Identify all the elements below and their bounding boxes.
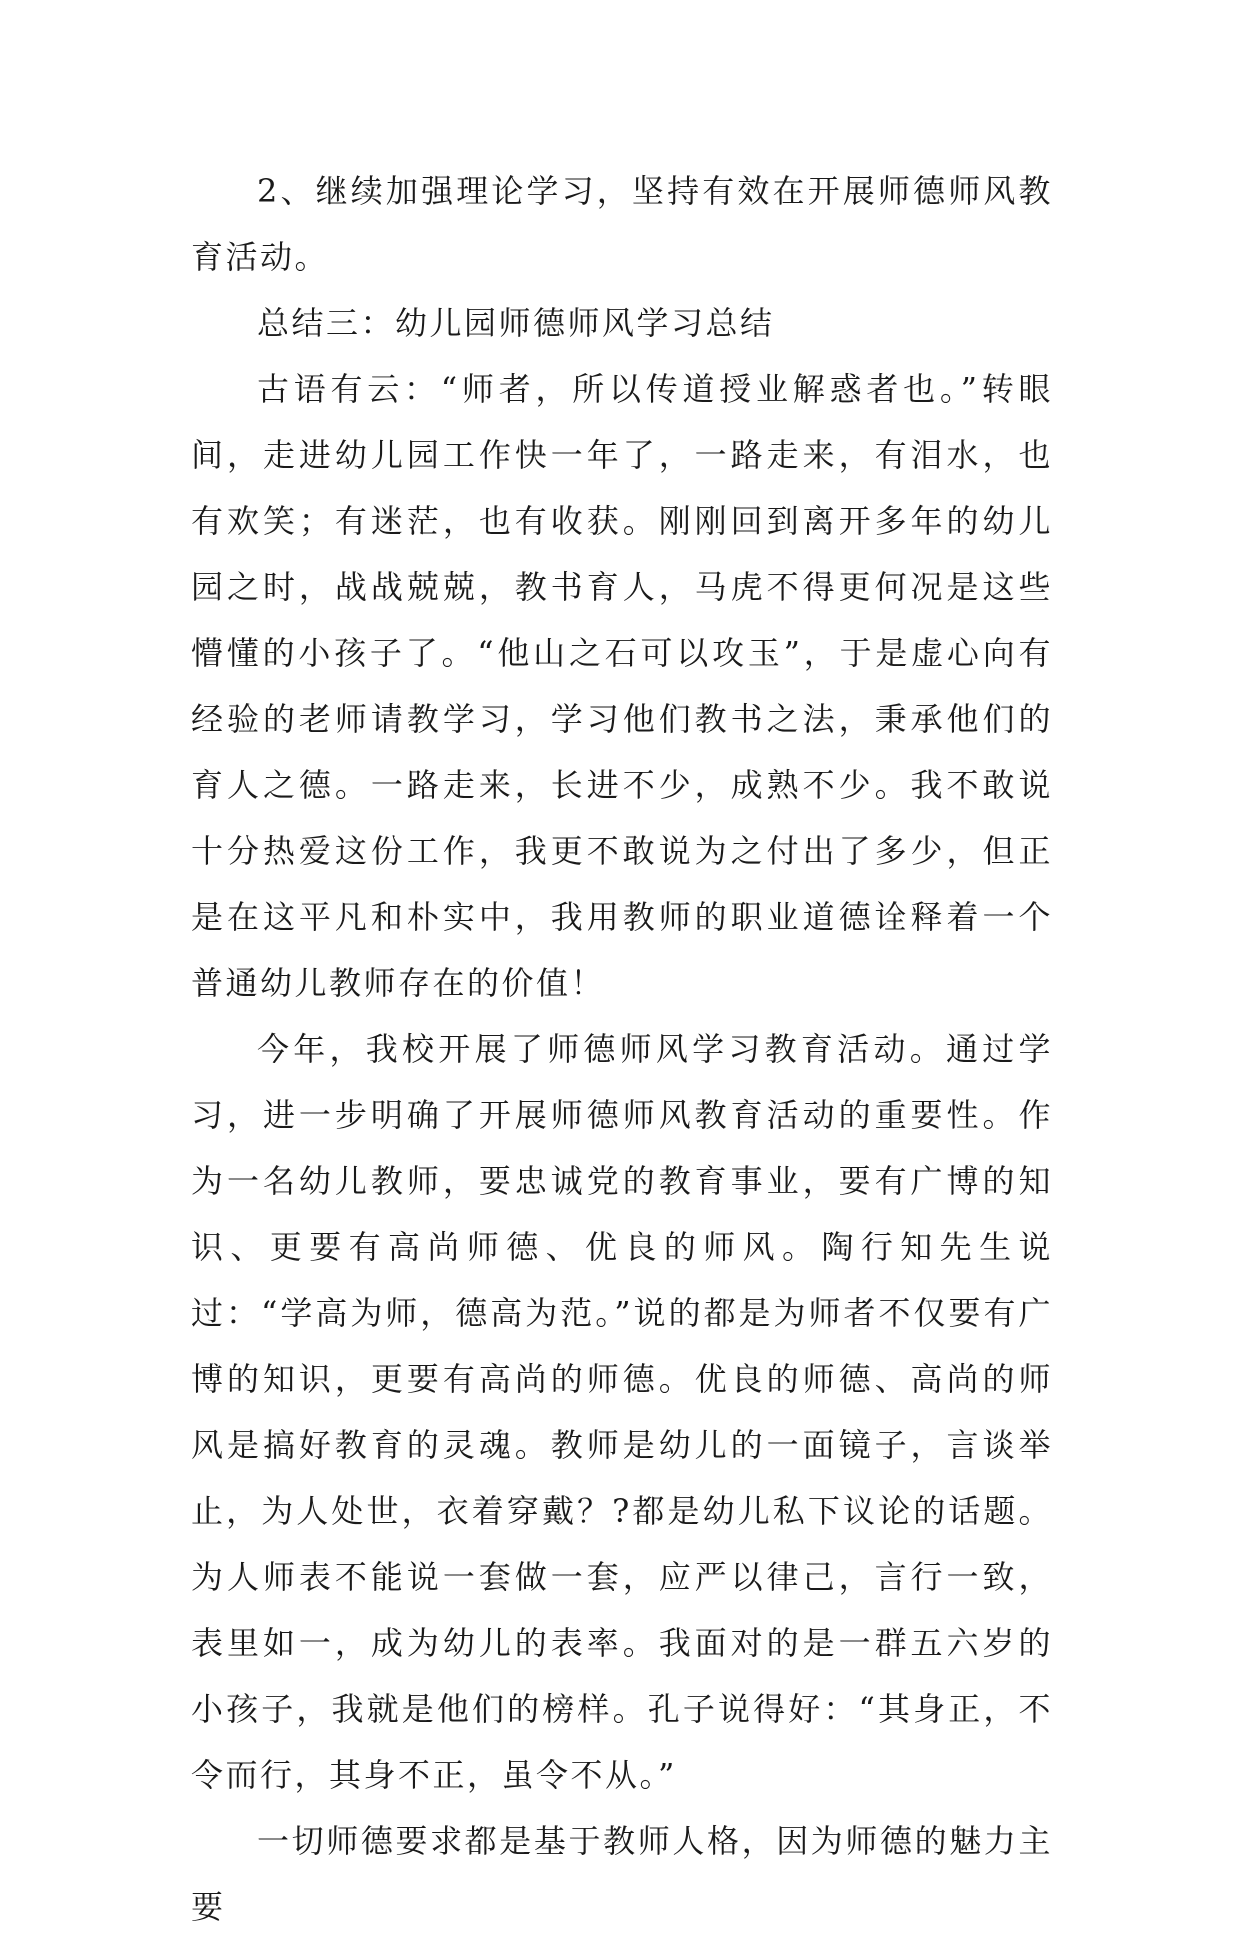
paragraph-this-year: 今年，我校开展了师德师风学习教育活动。通过学习，进一步明确了开展师德师风教育活动的重要性。作为一名幼儿教师，要忠诚党的教育事业，要有广博的知识、更要有高尚师德、优良的师风。陶行知先生说过：“学高为师，德高为范。”说的都是为师者不仅要有广博的知识，更要有高尚的师德。优良的师德、高尚的师风是搞好教育的灵魂。教师是幼儿的一面镜子，言谈举止，为人处世，衣着穿戴？?都是幼儿私下议论的话题。为人师表不能说一套做一套，应严以律己，言行一致，表里如一，成为幼儿的表率。我面对的是一群五六岁的小孩子，我就是他们的榜样。孔子说得好：“其身正，不令而行，其身不正，虽令不从。” — [191, 1030, 1053, 1794]
paragraph-teacher-personality: 一切师德要求都是基于教师人格，因为师德的魅力主要 — [191, 1822, 1053, 1926]
document-body — [191, 158, 1053, 1940]
paragraph-intro: 古语有云：“师者，所以传道授业解惑者也。”转眼间，走进幼儿园工作快一年了，一路走来，有泪水，也有欢笑；有迷茫，也有收获。刚刚回到离开多年的幼儿园之时，战战兢兢，教书育人，马虎不得更何况是这些懵懂的小孩子了。“他山之石可以攻玉”，于是虚心向有经验的老师请教学习，学习他们教书之法，秉承他们的育人之德。一路走来，长进不少，成熟不少。我不敢说十分热爱这份工作，我更不敢说为之付出了多少，但正是在这平凡和朴实中，我用教师的职业道德诠释着一个普通幼儿教师存在的价值！ — [191, 370, 1053, 1002]
section-heading: 总结三：幼儿园师德师风学习总结 — [257, 304, 775, 342]
paragraph-item-2: 2、继续加强理论学习，坚持有效在开展师德师风教育活动。 — [191, 172, 1053, 276]
